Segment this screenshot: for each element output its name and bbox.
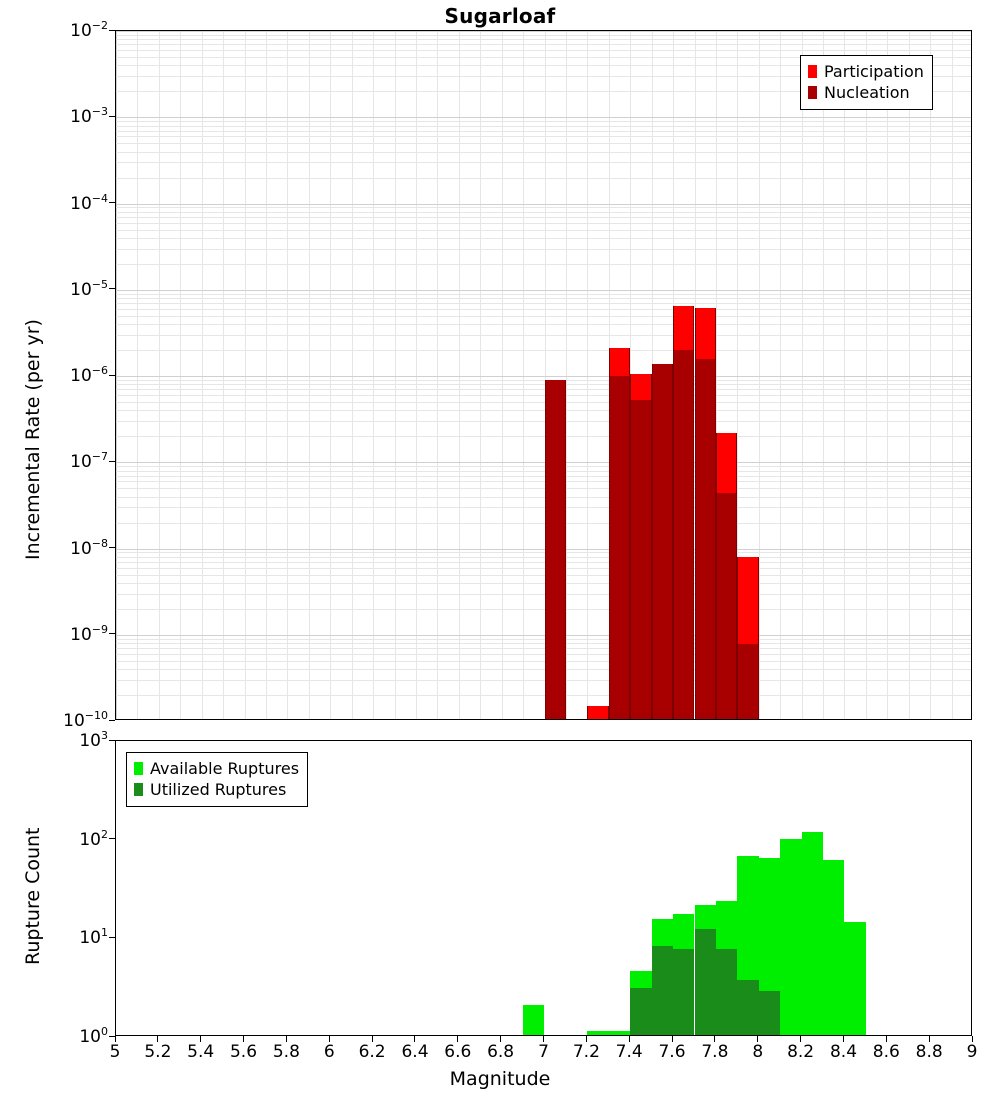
x-tick-mark [886, 1036, 887, 1042]
x-tick-mark [929, 1036, 930, 1042]
bar-nucleation [695, 359, 716, 719]
bars-incremental-rate [116, 31, 971, 719]
y-tick-mark [109, 633, 115, 634]
x-tick-label: 8.6 [872, 1042, 900, 1062]
bar-utilized-ruptures [716, 949, 737, 1035]
x-tick-label: 6.2 [358, 1042, 386, 1062]
x-tick-label: 8.2 [787, 1042, 815, 1062]
y-axis-title-top: Incremental Rate (per yr) [22, 319, 44, 560]
bar-utilized-ruptures [652, 946, 673, 1035]
bar-nucleation [652, 364, 673, 719]
incremental-rate-plot [115, 30, 972, 720]
bar-utilized-ruptures [737, 980, 758, 1035]
y-tick-label: $10^2$ [79, 827, 108, 850]
x-tick-label: 5.2 [144, 1042, 172, 1062]
x-tick-label: 9 [966, 1042, 978, 1062]
y-tick-mark [109, 30, 115, 31]
x-tick-label: 7 [538, 1042, 549, 1062]
legend-swatch-available-ruptures [134, 762, 143, 775]
legend-item-utilized-ruptures [134, 779, 299, 800]
legend-swatch-participation [808, 65, 817, 78]
y-tick-mark [109, 838, 115, 839]
legend-item-nucleation [808, 82, 924, 103]
x-tick-mark [200, 1036, 201, 1042]
y-tick-label: $10^{-6}$ [70, 364, 108, 386]
x-tick-mark [372, 1036, 373, 1042]
x-tick-mark [757, 1036, 758, 1042]
x-tick-mark [457, 1036, 458, 1042]
bar-utilized-ruptures [759, 991, 780, 1035]
legend-label-utilized-ruptures: Utilized Ruptures [150, 780, 287, 799]
x-tick-mark [714, 1036, 715, 1042]
bar-available-ruptures [844, 922, 865, 1035]
x-tick-label: 8.4 [829, 1042, 858, 1062]
page-title: Sugarloaf [444, 4, 556, 28]
y-tick-label: $10^{-10}$ [63, 709, 108, 731]
x-tick-mark [972, 1036, 973, 1042]
x-tick-mark [672, 1036, 673, 1042]
x-tick-label: 6 [323, 1042, 335, 1062]
bar-utilized-ruptures [630, 988, 651, 1035]
x-axis-title: Magnitude [449, 1068, 551, 1090]
bar-utilized-ruptures [673, 949, 694, 1035]
legend-item-available-ruptures [134, 758, 299, 779]
legend-top [800, 55, 933, 110]
y-tick-mark [109, 116, 115, 117]
x-tick-mark [243, 1036, 244, 1042]
y-tick-mark [109, 202, 115, 203]
x-tick-label: 5.8 [272, 1042, 300, 1062]
y-tick-mark [109, 740, 115, 741]
y-tick-label: $10^{-4}$ [70, 191, 108, 214]
bar-nucleation [609, 376, 630, 719]
y-tick-mark [109, 288, 115, 289]
x-tick-label: 6.8 [487, 1042, 515, 1062]
y-tick-mark [109, 547, 115, 548]
y-axis-title-bottom: Rupture Count [22, 827, 44, 965]
bar-nucleation [630, 400, 651, 719]
bar-available-ruptures [823, 860, 844, 1035]
bar-available-ruptures [780, 839, 801, 1035]
x-tick-label: 5.6 [229, 1042, 258, 1062]
x-tick-mark [629, 1036, 630, 1042]
x-tick-label: 8 [752, 1042, 764, 1062]
bar-nucleation [673, 350, 694, 719]
y-tick-mark [109, 375, 115, 376]
bar-participation [587, 706, 608, 719]
bar-available-ruptures [587, 1031, 608, 1035]
bar-available-ruptures [523, 1005, 544, 1035]
legend-item-participation [808, 61, 924, 82]
x-tick-mark [329, 1036, 330, 1042]
y-tick-label: $10^{-8}$ [70, 536, 108, 559]
y-tick-label: $10^3$ [79, 729, 108, 751]
x-tick-mark [157, 1036, 158, 1042]
bar-nucleation [716, 493, 737, 719]
legend-swatch-utilized-ruptures [134, 783, 143, 796]
y-tick-label: $10^0$ [79, 1025, 108, 1047]
x-tick-label: 8.8 [915, 1042, 943, 1062]
x-tick-mark [586, 1036, 587, 1042]
legend-label-nucleation: Nucleation [824, 83, 910, 102]
x-tick-label: 7.8 [701, 1042, 729, 1062]
y-tick-mark [109, 720, 115, 721]
x-tick-mark [286, 1036, 287, 1042]
bar-available-ruptures [802, 832, 823, 1035]
y-tick-mark [109, 461, 115, 462]
x-tick-label: 6.4 [401, 1042, 429, 1062]
x-tick-mark [115, 1036, 116, 1042]
x-tick-mark [800, 1036, 801, 1042]
x-tick-mark [543, 1036, 544, 1042]
x-tick-label: 5.4 [187, 1042, 215, 1062]
bar-nucleation [545, 380, 566, 719]
legend-swatch-nucleation [808, 86, 817, 99]
legend-label-participation: Participation [824, 62, 924, 81]
x-tick-label: 7.4 [615, 1042, 643, 1062]
x-tick-label: 6.6 [444, 1042, 472, 1062]
y-tick-label: $10^{-2}$ [70, 19, 108, 41]
y-tick-label: $10^{-9}$ [70, 622, 108, 645]
y-tick-label: $10^{-3}$ [70, 105, 108, 128]
y-tick-label: $10^1$ [79, 926, 108, 949]
x-tick-label: 7.2 [572, 1042, 600, 1062]
bar-nucleation [737, 644, 758, 720]
x-tick-mark [414, 1036, 415, 1042]
x-tick-label: 5 [109, 1042, 121, 1062]
legend-bottom [126, 752, 308, 807]
bar-available-ruptures [609, 1031, 630, 1035]
y-tick-label: $10^{-7}$ [70, 450, 108, 473]
y-tick-label: $10^{-5}$ [70, 277, 108, 300]
bar-utilized-ruptures [695, 929, 716, 1036]
legend-label-available-ruptures: Available Ruptures [150, 759, 300, 778]
x-tick-mark [843, 1036, 844, 1042]
x-tick-label: 7.6 [658, 1042, 686, 1062]
y-tick-mark [109, 937, 115, 938]
x-tick-mark [500, 1036, 501, 1042]
